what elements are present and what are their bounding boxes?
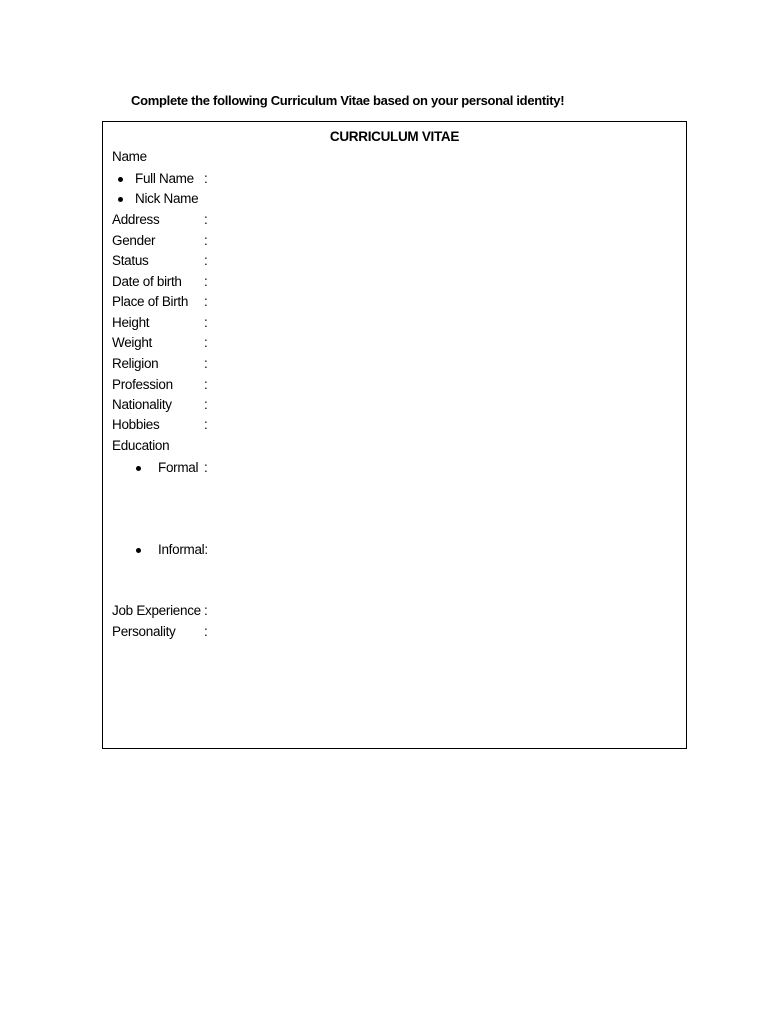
full-name-label: Full Name: [135, 171, 194, 186]
nick-name-label: Nick Name: [135, 191, 199, 206]
address-label: Address: [112, 212, 160, 227]
formal-label: Formal: [158, 460, 199, 475]
weight-colon: :: [204, 335, 208, 350]
profession-label: Profession: [112, 377, 173, 392]
full-name-colon: :: [204, 171, 208, 186]
date-of-birth-label: Date of birth: [112, 274, 182, 289]
job-experience-colon: :: [204, 603, 208, 618]
religion-colon: :: [204, 356, 208, 371]
status-label: Status: [112, 253, 149, 268]
hobbies-label: Hobbies: [112, 417, 160, 432]
personality-label: Personality: [112, 624, 176, 639]
nationality-label: Nationality: [112, 397, 172, 412]
address-colon: :: [204, 212, 208, 227]
name-heading-label: Name: [112, 149, 147, 164]
bullet-icon: [118, 197, 123, 202]
formal-colon: :: [204, 460, 208, 475]
status-colon: :: [204, 253, 208, 268]
job-experience-label: Job Experience: [112, 603, 201, 618]
religion-label: Religion: [112, 356, 159, 371]
bullet-icon: [136, 466, 141, 471]
date-of-birth-colon: :: [204, 274, 208, 289]
place-of-birth-colon: :: [204, 294, 208, 309]
personality-colon: :: [204, 624, 208, 639]
hobbies-colon: :: [204, 417, 208, 432]
weight-label: Weight: [112, 335, 152, 350]
cv-form-box: [102, 121, 687, 749]
cv-title: CURRICULUM VITAE: [329, 129, 460, 144]
height-label: Height: [112, 315, 150, 330]
bullet-icon: [136, 548, 141, 553]
height-colon: :: [204, 315, 208, 330]
gender-colon: :: [204, 233, 208, 248]
education-heading-label: Education: [112, 438, 170, 453]
nationality-colon: :: [204, 397, 208, 412]
profession-colon: :: [204, 377, 208, 392]
informal-label: Informal:: [158, 542, 208, 557]
place-of-birth-label: Place of Birth: [112, 294, 189, 309]
instruction-text: Complete the following Curriculum Vitae based on your personal identity!: [131, 93, 565, 108]
gender-label: Gender: [112, 233, 156, 248]
bullet-icon: [118, 177, 123, 182]
